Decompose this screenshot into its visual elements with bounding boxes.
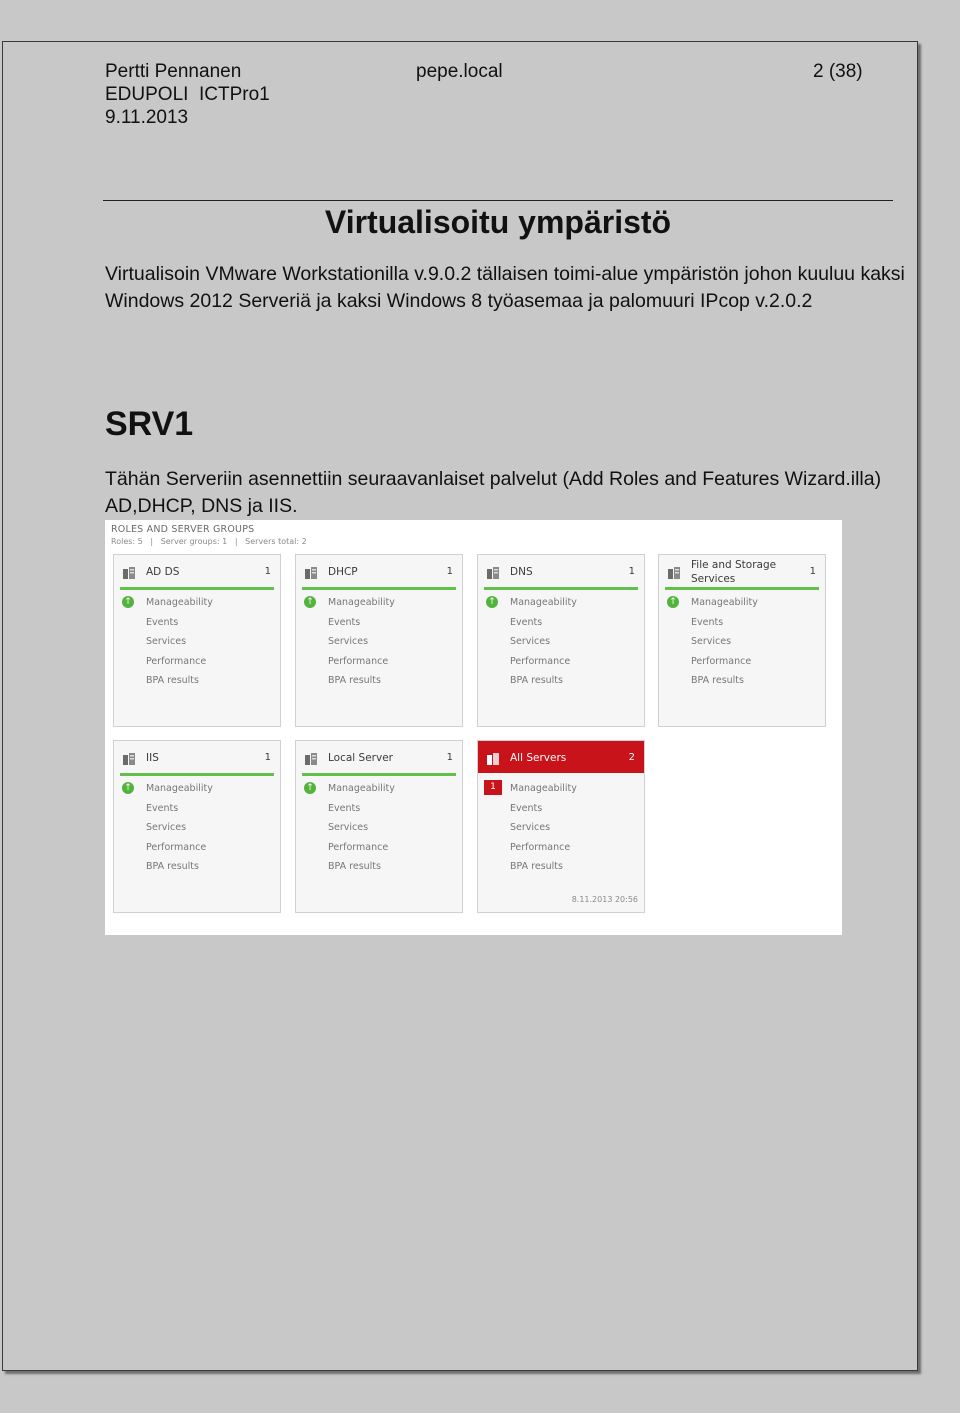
tile-row-label: Manageability — [328, 783, 395, 794]
tile-row-label: Performance — [691, 655, 752, 667]
roles-subtitle: Roles: 5 | Server groups: 1 | Servers total: 2 — [111, 537, 307, 546]
tile-row-link[interactable] — [296, 671, 462, 691]
file-storage-icon — [667, 565, 681, 578]
tile-row-label: Events — [328, 802, 361, 814]
tile-row-link[interactable] — [114, 818, 280, 838]
status-bar — [665, 587, 819, 590]
status-ok-icon: ↑ — [304, 782, 316, 794]
tile-row-link[interactable] — [659, 593, 825, 613]
tile-row-label: Events — [510, 616, 543, 628]
status-ok-icon: ↑ — [486, 596, 498, 608]
tile-header[interactable] — [478, 741, 644, 773]
tile-header[interactable] — [296, 741, 462, 773]
tile-row-link[interactable] — [296, 838, 462, 858]
server-manager-screenshot — [105, 520, 842, 935]
title-rule — [103, 200, 893, 201]
tile-header[interactable] — [296, 555, 462, 587]
tile-header[interactable] — [114, 555, 280, 587]
tile-row-link[interactable] — [114, 652, 280, 672]
tile-row-link[interactable] — [478, 613, 644, 633]
tile-row-label: BPA results — [510, 861, 563, 873]
tile-row-link[interactable] — [478, 838, 644, 858]
tile-count: 1 — [446, 752, 453, 763]
tile-count: 1 — [446, 566, 453, 577]
tile-row-label: Performance — [510, 655, 571, 667]
tile-name: All Servers — [510, 752, 567, 764]
tile-row-label: Events — [510, 802, 543, 814]
tile-row-label: BPA results — [146, 675, 199, 687]
status-ok-icon: ↑ — [122, 782, 134, 794]
alert-count-badge: 1 — [484, 780, 502, 795]
tile-row-link[interactable] — [296, 652, 462, 672]
tile-rows — [478, 593, 644, 691]
tile-row-link[interactable] — [478, 779, 644, 799]
tile-row-label: Performance — [146, 841, 207, 853]
tile-row-link[interactable] — [114, 632, 280, 652]
tile-row-label: BPA results — [328, 861, 381, 873]
tile-timestamp: 8.11.2013 20:56 — [571, 895, 638, 904]
dhcp-icon — [304, 565, 318, 578]
tile-row-label: Services — [146, 636, 187, 648]
tile-row-label: Services — [146, 822, 187, 834]
role-tile[interactable] — [113, 740, 281, 913]
document-page — [2, 41, 918, 1371]
tile-row-label: Services — [691, 636, 732, 648]
header-left — [105, 60, 270, 129]
tile-row-label: BPA results — [146, 861, 199, 873]
tile-row-link[interactable] — [659, 613, 825, 633]
all-servers-icon — [486, 751, 500, 764]
tile-row-label: Services — [510, 636, 551, 648]
organization: EDUPOLI ICTPro1 — [105, 84, 270, 105]
intro-paragraph: Virtualisoin VMware Workstationilla v.9.0.2 tällaisen toimi-alue ympäristön johon kuuluu kaksi Windows 2012 Serveriä ja kaksi Windows 8 työasemaa ja palomuuri IPcop v.2.0.2 — [105, 263, 905, 312]
local-server-icon — [304, 751, 318, 764]
tile-row-link[interactable] — [296, 799, 462, 819]
tile-row-link[interactable] — [296, 779, 462, 799]
tile-rows — [114, 779, 280, 877]
section-heading: SRV1 — [105, 405, 194, 443]
tile-row-link[interactable] — [478, 818, 644, 838]
role-tile[interactable] — [295, 740, 463, 913]
tile-count: 1 — [264, 566, 271, 577]
document-date: 9.11.2013 — [105, 107, 189, 128]
tile-row-label: Services — [328, 636, 369, 648]
tile-row-link[interactable] — [478, 671, 644, 691]
tile-name: Local Server — [328, 752, 393, 764]
tile-header[interactable] — [659, 555, 825, 587]
tile-row-link[interactable] — [478, 652, 644, 672]
tile-row-link[interactable] — [114, 838, 280, 858]
role-tile[interactable] — [295, 554, 463, 727]
tile-row-label: Services — [510, 822, 551, 834]
tile-name: File and Storage Services — [691, 559, 777, 585]
iis-icon — [122, 751, 136, 764]
tile-header[interactable] — [478, 555, 644, 587]
tile-rows — [296, 593, 462, 691]
role-tile[interactable] — [477, 740, 645, 913]
tile-row-label: Manageability — [510, 597, 577, 608]
tile-rows — [114, 593, 280, 691]
tile-row-link[interactable] — [114, 779, 280, 799]
status-bar — [120, 773, 274, 776]
tile-row-label: Performance — [328, 841, 389, 853]
tile-row-link[interactable] — [478, 857, 644, 877]
tile-rows — [478, 779, 644, 877]
status-ok-icon: ↑ — [122, 596, 134, 608]
tile-row-link[interactable] — [114, 613, 280, 633]
role-tile[interactable] — [658, 554, 826, 727]
dns-icon — [486, 565, 500, 578]
page-number: 2 (38) — [813, 61, 863, 82]
tile-name: DNS — [510, 566, 533, 578]
tile-row-label: Manageability — [691, 597, 758, 608]
roles-title: ROLES AND SERVER GROUPS — [111, 524, 255, 535]
tile-row-link[interactable] — [478, 799, 644, 819]
tile-row-link[interactable] — [296, 613, 462, 633]
tile-row-link[interactable] — [114, 857, 280, 877]
status-bar — [302, 773, 456, 776]
tile-count: 1 — [809, 566, 816, 577]
domain-name: pepe.local — [416, 61, 503, 82]
role-tile[interactable] — [477, 554, 645, 727]
tile-rows — [296, 779, 462, 877]
tile-row-label: Manageability — [146, 783, 213, 794]
tile-row-label: Performance — [510, 841, 571, 853]
tile-row-label: Performance — [146, 655, 207, 667]
tile-row-link[interactable] — [478, 632, 644, 652]
tile-row-label: Manageability — [328, 597, 395, 608]
tile-row-label: Events — [328, 616, 361, 628]
ad-ds-icon — [122, 565, 136, 578]
tile-count: 1 — [628, 566, 635, 577]
tile-row-link[interactable] — [659, 632, 825, 652]
tile-count: 2 — [628, 752, 635, 763]
tile-row-label: Events — [146, 616, 179, 628]
tile-row-link[interactable] — [296, 632, 462, 652]
tile-row-link[interactable] — [659, 671, 825, 691]
status-ok-icon: ↑ — [304, 596, 316, 608]
status-ok-icon: ↑ — [667, 596, 679, 608]
tile-row-label: Manageability — [510, 783, 577, 794]
tile-name: DHCP — [328, 566, 358, 578]
tile-row-label: Performance — [328, 655, 389, 667]
status-bar — [484, 587, 638, 590]
tile-row-label: BPA results — [691, 675, 744, 687]
tile-row-link[interactable] — [296, 593, 462, 613]
tile-row-label: BPA results — [328, 675, 381, 687]
tile-header[interactable] — [114, 741, 280, 773]
tile-row-link[interactable] — [296, 818, 462, 838]
page-title: Virtualisoitu ympäristö — [324, 204, 672, 240]
tile-row-label: Events — [691, 616, 724, 628]
tile-row-link[interactable] — [659, 652, 825, 672]
tile-count: 1 — [264, 752, 271, 763]
tile-row-label: Services — [328, 822, 369, 834]
section-paragraph: Tähän Serveriin asennettiin seuraavanlaiset palvelut (Add Roles and Features Wizard.illa) AD,DHCP, DNS ja IIS. — [105, 468, 891, 517]
status-bar — [120, 587, 274, 590]
role-tile[interactable] — [113, 554, 281, 727]
author-name: Pertti Pennanen — [105, 61, 242, 82]
tile-row-link[interactable] — [114, 593, 280, 613]
tile-row-label: Manageability — [146, 597, 213, 608]
tile-row-link[interactable] — [114, 671, 280, 691]
tile-row-label: Events — [146, 802, 179, 814]
tile-row-link[interactable] — [296, 857, 462, 877]
tile-row-label: BPA results — [510, 675, 563, 687]
status-bar — [302, 587, 456, 590]
tile-name: IIS — [146, 752, 159, 764]
tile-row-link[interactable] — [114, 799, 280, 819]
tile-row-link[interactable] — [478, 593, 644, 613]
tile-rows — [659, 593, 825, 691]
tile-name: AD DS — [146, 566, 180, 578]
